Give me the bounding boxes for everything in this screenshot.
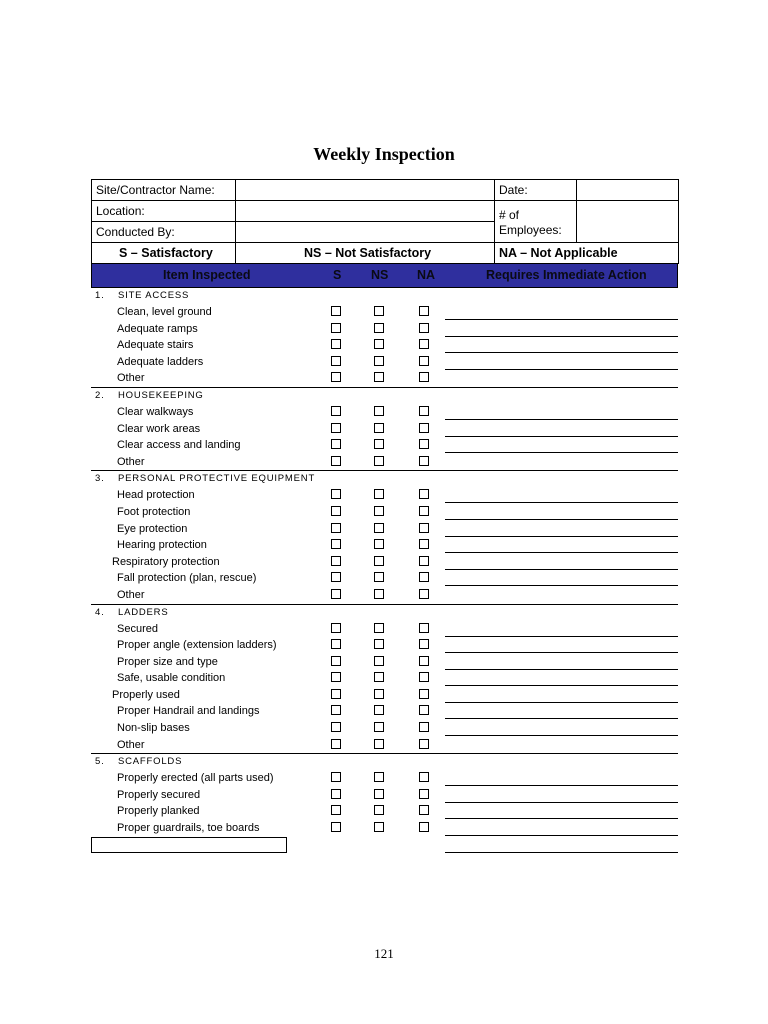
section-name: LADDERS — [118, 606, 169, 618]
s-checkbox[interactable] — [331, 772, 341, 782]
inspection-section — [91, 753, 678, 836]
s-checkbox[interactable] — [331, 722, 341, 732]
inspection-item-label: Other — [117, 588, 145, 601]
na-checkbox[interactable] — [419, 623, 429, 633]
s-checkbox[interactable] — [331, 506, 341, 516]
na-checkbox[interactable] — [419, 722, 429, 732]
inspection-item-row — [91, 370, 678, 387]
column-item-inspected: Item Inspected — [163, 268, 251, 282]
ns-checkbox[interactable] — [374, 722, 384, 732]
inspection-item-label: Proper angle (extension ladders) — [117, 639, 277, 652]
date-label: Date: — [495, 180, 577, 201]
s-checkbox[interactable] — [331, 356, 341, 366]
s-checkbox[interactable] — [331, 539, 341, 549]
ns-checkbox[interactable] — [374, 739, 384, 749]
na-checkbox[interactable] — [419, 489, 429, 499]
blank-item-field[interactable] — [91, 837, 287, 853]
inspection-item-label: Adequate ramps — [117, 322, 198, 335]
inspection-item-label: Clear access and landing — [117, 439, 241, 452]
na-checkbox[interactable] — [419, 805, 429, 815]
inspection-item-row — [91, 803, 678, 820]
ns-checkbox[interactable] — [374, 589, 384, 599]
inspection-item-label: Other — [117, 738, 145, 751]
section-name: SITE ACCESS — [118, 290, 190, 301]
ns-checkbox[interactable] — [374, 339, 384, 349]
inspection-item-row — [91, 570, 678, 587]
column-header-band — [91, 263, 678, 288]
section-number: 3. — [95, 473, 105, 485]
ns-checkbox[interactable] — [374, 489, 384, 499]
na-checkbox[interactable] — [419, 689, 429, 699]
inspection-item-row — [91, 421, 678, 438]
ns-checkbox[interactable] — [374, 323, 384, 333]
na-checkbox[interactable] — [419, 439, 429, 449]
ns-checkbox[interactable] — [374, 372, 384, 382]
section-header — [91, 471, 678, 487]
na-checkbox[interactable] — [419, 656, 429, 666]
inspection-item-row — [91, 487, 678, 504]
na-checkbox[interactable] — [419, 639, 429, 649]
ns-checkbox[interactable] — [374, 789, 384, 799]
inspection-item-label: Clear walkways — [117, 405, 194, 418]
inspection-section — [91, 604, 678, 754]
employees-field[interactable] — [577, 201, 679, 243]
inspection-section — [91, 288, 678, 387]
ns-checkbox[interactable] — [374, 689, 384, 699]
na-checkbox[interactable] — [419, 822, 429, 832]
ns-checkbox[interactable] — [374, 406, 384, 416]
inspection-item-label: Adequate stairs — [117, 339, 194, 352]
ns-checkbox[interactable] — [374, 456, 384, 466]
s-checkbox[interactable] — [331, 489, 341, 499]
na-checkbox[interactable] — [419, 672, 429, 682]
na-checkbox[interactable] — [419, 323, 429, 333]
na-checkbox[interactable] — [419, 456, 429, 466]
section-header — [91, 754, 678, 770]
inspection-item-row — [91, 454, 678, 471]
s-checkbox[interactable] — [331, 689, 341, 699]
s-checkbox[interactable] — [331, 339, 341, 349]
inspection-item-label: Clean, level ground — [117, 306, 212, 318]
inspection-item-row — [91, 687, 678, 704]
employees-label-line2: Employees: — [499, 223, 562, 237]
s-checkbox[interactable] — [331, 623, 341, 633]
na-checkbox[interactable] — [419, 739, 429, 749]
inspection-item-label: Secured — [117, 622, 158, 635]
na-checkbox[interactable] — [419, 539, 429, 549]
inspection-item-label: Safe, usable condition — [117, 672, 226, 685]
ns-checkbox[interactable] — [374, 822, 384, 832]
inspection-item-row — [91, 504, 678, 521]
ns-checkbox[interactable] — [374, 805, 384, 815]
na-checkbox[interactable] — [419, 406, 429, 416]
ns-checkbox[interactable] — [374, 639, 384, 649]
inspection-item-row — [91, 437, 678, 454]
inspection-item-label: Eye protection — [117, 522, 188, 535]
s-checkbox[interactable] — [331, 589, 341, 599]
na-checkbox[interactable] — [419, 523, 429, 533]
ns-checkbox[interactable] — [374, 705, 384, 715]
na-checkbox[interactable] — [419, 556, 429, 566]
inspection-item-row — [91, 404, 678, 421]
column-ns: NS — [371, 268, 389, 282]
inspection-item-label: Respiratory protection — [112, 555, 220, 568]
inspection-item-label: Fall protection (plan, rescue) — [117, 572, 257, 585]
s-checkbox[interactable] — [331, 323, 341, 333]
ns-checkbox[interactable] — [374, 772, 384, 782]
s-checkbox[interactable] — [331, 406, 341, 416]
na-checkbox[interactable] — [419, 789, 429, 799]
na-checkbox[interactable] — [419, 306, 429, 316]
s-checkbox[interactable] — [331, 672, 341, 682]
inspection-item-label: Properly used — [112, 688, 180, 701]
s-checkbox[interactable] — [331, 523, 341, 533]
s-checkbox[interactable] — [331, 705, 341, 715]
na-checkbox[interactable] — [419, 506, 429, 516]
na-checkbox[interactable] — [419, 372, 429, 382]
section-header — [91, 605, 678, 621]
employees-label-line1: # of — [499, 208, 520, 222]
location-field[interactable] — [236, 201, 495, 222]
blank-entry-row — [91, 837, 678, 853]
section-name: SCAFFOLDS — [118, 756, 183, 768]
conducted-by-label: Conducted By: — [92, 222, 236, 243]
inspection-item-label: Hearing protection — [117, 539, 207, 552]
inspection-section — [91, 470, 678, 603]
ns-checkbox[interactable] — [374, 506, 384, 516]
employees-label — [495, 201, 577, 243]
date-field[interactable] — [577, 180, 679, 201]
section-header — [91, 388, 678, 404]
ns-checkbox[interactable] — [374, 539, 384, 549]
s-checkbox[interactable] — [331, 805, 341, 815]
inspection-item-row — [91, 537, 678, 554]
na-checkbox[interactable] — [419, 572, 429, 582]
section-number: 1. — [95, 290, 105, 301]
na-checkbox[interactable] — [419, 423, 429, 433]
inspection-sections — [91, 288, 678, 853]
inspection-item-row — [91, 703, 678, 720]
s-checkbox[interactable] — [331, 789, 341, 799]
inspection-item-label: Adequate ladders — [117, 355, 204, 368]
inspection-item-row — [91, 354, 678, 371]
inspection-section — [91, 387, 678, 470]
section-header — [91, 288, 678, 304]
inspection-item-row — [91, 337, 678, 354]
header-form — [91, 179, 679, 264]
inspection-item-row — [91, 770, 678, 787]
section-number: 5. — [95, 756, 105, 768]
inspection-item-row — [91, 670, 678, 687]
page-number: 121 — [374, 946, 394, 961]
ns-checkbox[interactable] — [374, 572, 384, 582]
section-name: HOUSEKEEPING — [118, 389, 204, 401]
s-checkbox[interactable] — [331, 556, 341, 566]
inspection-item-row — [91, 737, 678, 754]
ns-checkbox[interactable] — [374, 423, 384, 433]
inspection-item-label: Other — [117, 372, 145, 385]
legend-satisfactory: S – Satisfactory — [92, 243, 236, 264]
s-checkbox[interactable] — [331, 572, 341, 582]
page-title: Weekly Inspection — [313, 144, 455, 164]
section-name: PERSONAL PROTECTIVE EQUIPMENT — [118, 473, 316, 485]
s-checkbox[interactable] — [331, 739, 341, 749]
s-checkbox[interactable] — [331, 639, 341, 649]
s-checkbox[interactable] — [331, 656, 341, 666]
section-number: 2. — [95, 389, 105, 401]
na-checkbox[interactable] — [419, 589, 429, 599]
s-checkbox[interactable] — [331, 456, 341, 466]
conducted-by-field[interactable] — [236, 222, 495, 243]
s-checkbox[interactable] — [331, 306, 341, 316]
column-requires-action: Requires Immediate Action — [486, 268, 647, 282]
ns-checkbox[interactable] — [374, 623, 384, 633]
inspection-item-row — [91, 720, 678, 737]
site-contractor-label: Site/Contractor Name: — [92, 180, 236, 201]
inspection-item-row — [91, 787, 678, 804]
inspection-item-row — [91, 637, 678, 654]
inspection-item-label: Proper size and type — [117, 655, 218, 668]
inspection-item-label: Foot protection — [117, 505, 191, 518]
inspection-item-label: Head protection — [117, 489, 195, 502]
section-number: 4. — [95, 606, 105, 618]
na-checkbox[interactable] — [419, 356, 429, 366]
legend-not-applicable: NA – Not Applicable — [495, 243, 679, 264]
inspection-item-row — [91, 554, 678, 571]
ns-checkbox[interactable] — [374, 556, 384, 566]
ns-checkbox[interactable] — [374, 306, 384, 316]
na-checkbox[interactable] — [419, 705, 429, 715]
na-checkbox[interactable] — [419, 772, 429, 782]
column-s: S — [333, 268, 342, 282]
ns-checkbox[interactable] — [374, 439, 384, 449]
inspection-item-row — [91, 654, 678, 671]
inspection-item-label: Proper guardrails, toe boards — [117, 822, 260, 835]
location-label: Location: — [92, 201, 236, 222]
inspection-item-row — [91, 304, 678, 321]
s-checkbox[interactable] — [331, 423, 341, 433]
action-line[interactable] — [445, 852, 678, 853]
ns-checkbox[interactable] — [374, 523, 384, 533]
inspection-item-label: Properly erected (all parts used) — [117, 772, 274, 785]
column-na: NA — [417, 268, 436, 282]
inspection-item-row — [91, 621, 678, 638]
ns-checkbox[interactable] — [374, 656, 384, 666]
site-contractor-field[interactable] — [236, 180, 495, 201]
inspection-item-label: Properly planked — [117, 805, 200, 818]
inspection-item-row — [91, 820, 678, 837]
s-checkbox[interactable] — [331, 439, 341, 449]
inspection-item-row — [91, 521, 678, 538]
na-checkbox[interactable] — [419, 339, 429, 349]
inspection-item-label: Proper Handrail and landings — [117, 705, 260, 718]
inspection-item-label: Other — [117, 455, 145, 468]
inspection-item-row — [91, 587, 678, 604]
legend-not-satisfactory: NS – Not Satisfactory — [236, 243, 495, 264]
inspection-item-label: Non-slip bases — [117, 722, 190, 735]
s-checkbox[interactable] — [331, 822, 341, 832]
inspection-item-label: Properly secured — [117, 788, 201, 801]
ns-checkbox[interactable] — [374, 672, 384, 682]
ns-checkbox[interactable] — [374, 356, 384, 366]
inspection-item-label: Clear work areas — [117, 422, 201, 435]
inspection-item-row — [91, 321, 678, 338]
s-checkbox[interactable] — [331, 372, 341, 382]
